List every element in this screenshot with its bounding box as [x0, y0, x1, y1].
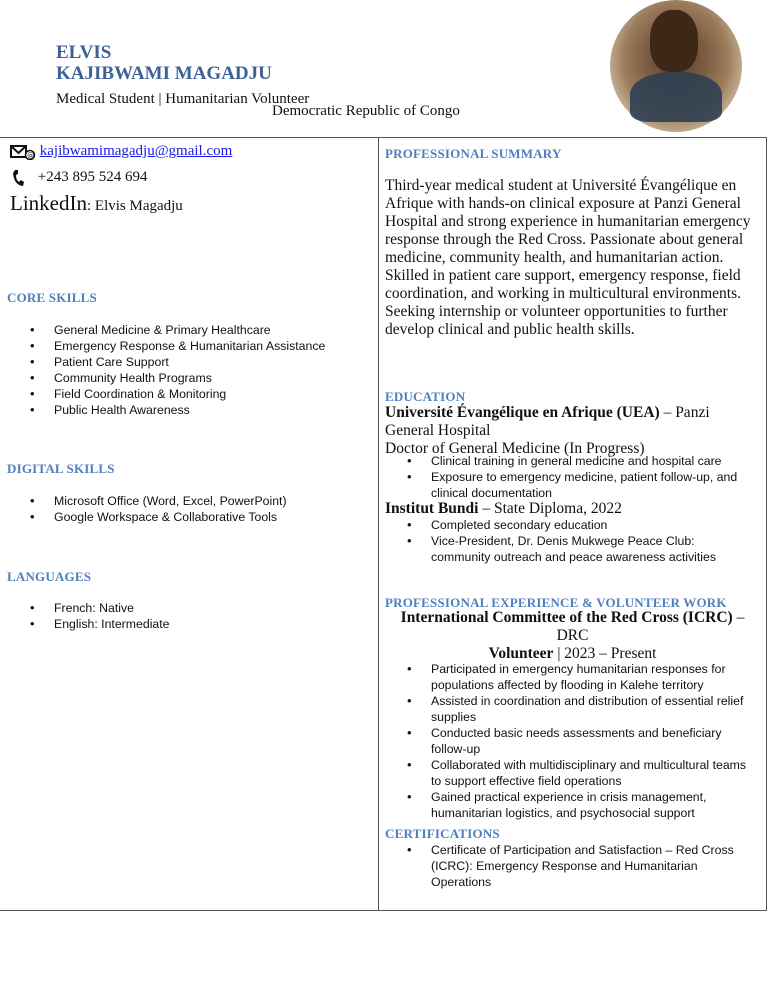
list-item: • Clinical training in general medicine and hospital care [407, 453, 757, 469]
list-item: • Emergency Response & Humanitarian Assistance [30, 338, 325, 354]
experience-heading: PROFESSIONAL EXPERIENCE & VOLUNTEER WORK [385, 595, 727, 610]
org-country: – DRC [556, 609, 745, 644]
list-item: • General Medicine & Primary Healthcare [30, 322, 325, 338]
list-item: • Completed secondary education [407, 517, 757, 533]
list-item: • Community Health Programs [30, 370, 325, 386]
list-item: • Assisted in coordination and distribution of essential relief supplies [407, 693, 752, 725]
list-item: • English: Intermediate [30, 616, 170, 632]
name-line-2: KAJIBWAMI MAGADJU [56, 63, 272, 84]
column-divider [378, 137, 379, 910]
period: | 2023 – Present [553, 645, 657, 662]
list-item: • Conducted basic needs assessments and beneficiary follow-up [407, 725, 752, 757]
list-item: • Certificate of Participation and Satisfaction – Red Cross (ICRC): Emergency Response and Humanitarian Operations [407, 842, 757, 890]
list-item: • Gained practical experience in crisis management, humanitarian logistics, and psychosocial support [407, 789, 752, 821]
email-link[interactable]: kajibwamimagadju@gmail.com [39, 143, 233, 159]
org-name: International Committee of the Red Cross (ICRC) [400, 609, 733, 626]
list-item: • Google Workspace & Collaborative Tools [30, 509, 287, 525]
education-uea [385, 404, 755, 458]
education-heading: EDUCATION [385, 389, 466, 404]
list-item: • French: Native [30, 600, 170, 616]
bundi-detail: – State Diploma, 2022 [478, 500, 622, 517]
languages-list [30, 600, 170, 632]
subtitle: Medical Student | Humanitarian Volunteer [56, 91, 310, 107]
summary-heading: PROFESSIONAL SUMMARY [385, 146, 562, 161]
phone-icon [12, 169, 26, 187]
phone-number: +243 895 524 694 [37, 169, 148, 186]
uea-location: – Panzi General Hospital [385, 404, 710, 439]
languages-heading: LANGUAGES [7, 569, 92, 584]
core-skills-list [30, 322, 325, 418]
linkedin-value[interactable]: : Elvis Magadju [86, 198, 183, 214]
role: Volunteer [488, 645, 554, 662]
education-bundi [385, 500, 622, 518]
list-item: • Microsoft Office (Word, Excel, PowerPoint) [30, 493, 287, 509]
linkedin-row [10, 191, 183, 216]
experience-list [407, 661, 752, 821]
location: Democratic Republic of Congo [272, 103, 460, 119]
digital-skills-list [30, 493, 287, 525]
list-item: • Patient Care Support [30, 354, 325, 370]
list-item: • Exposure to emergency medicine, patient follow-up, and clinical documentation [407, 469, 757, 501]
core-skills-heading: CORE SKILLS [7, 290, 97, 305]
list-item: • Participated in emergency humanitarian responses for populations affected by flooding in Kalehe territory [407, 661, 752, 693]
list-item: • Collaborated with multidisciplinary and multicultural teams to support effective field operations [407, 757, 752, 789]
list-item: • Public Health Awareness [30, 402, 325, 418]
certifications-heading: CERTIFICATIONS [385, 826, 500, 841]
phone-row [12, 169, 147, 187]
name-line-1: ELVIS [56, 42, 112, 63]
bundi-name: Institut Bundi [385, 500, 479, 517]
svg-text:@: @ [27, 151, 35, 160]
bundi-list [407, 517, 757, 565]
list-item: • Field Coordination & Monitoring [30, 386, 325, 402]
email-icon [10, 144, 36, 160]
uea-degree: Doctor of General Medicine (In Progress) [385, 440, 645, 457]
list-item: • Vice-President, Dr. Denis Mukwege Peace Club: community outreach and peace awareness activities [407, 533, 757, 565]
summary-text: Third-year medical student at Université Évangélique en Afrique with hands-on clinical exposure at Panzi General Hospital and strong experience in humanitarian emergency response through the Red Cross. Passionate about general medicine, community health, and humanitarian action. Skilled in patient care support, emergency response, field coordination, and working in multicultural environments. Seeking internship or volunteer opportunities to further develop clinical and public health skills. [385, 177, 751, 338]
linkedin-label: LinkedIn [10, 191, 87, 215]
email-row [10, 143, 232, 160]
candidate-name [56, 42, 272, 84]
uea-name: Université Évangélique en Afrique (UEA) [385, 404, 660, 421]
uea-list [407, 453, 757, 501]
digital-skills-heading: DIGITAL SKILLS [7, 461, 115, 476]
profile-photo [610, 0, 742, 132]
certifications-list [407, 842, 757, 890]
experience-org [385, 609, 760, 663]
